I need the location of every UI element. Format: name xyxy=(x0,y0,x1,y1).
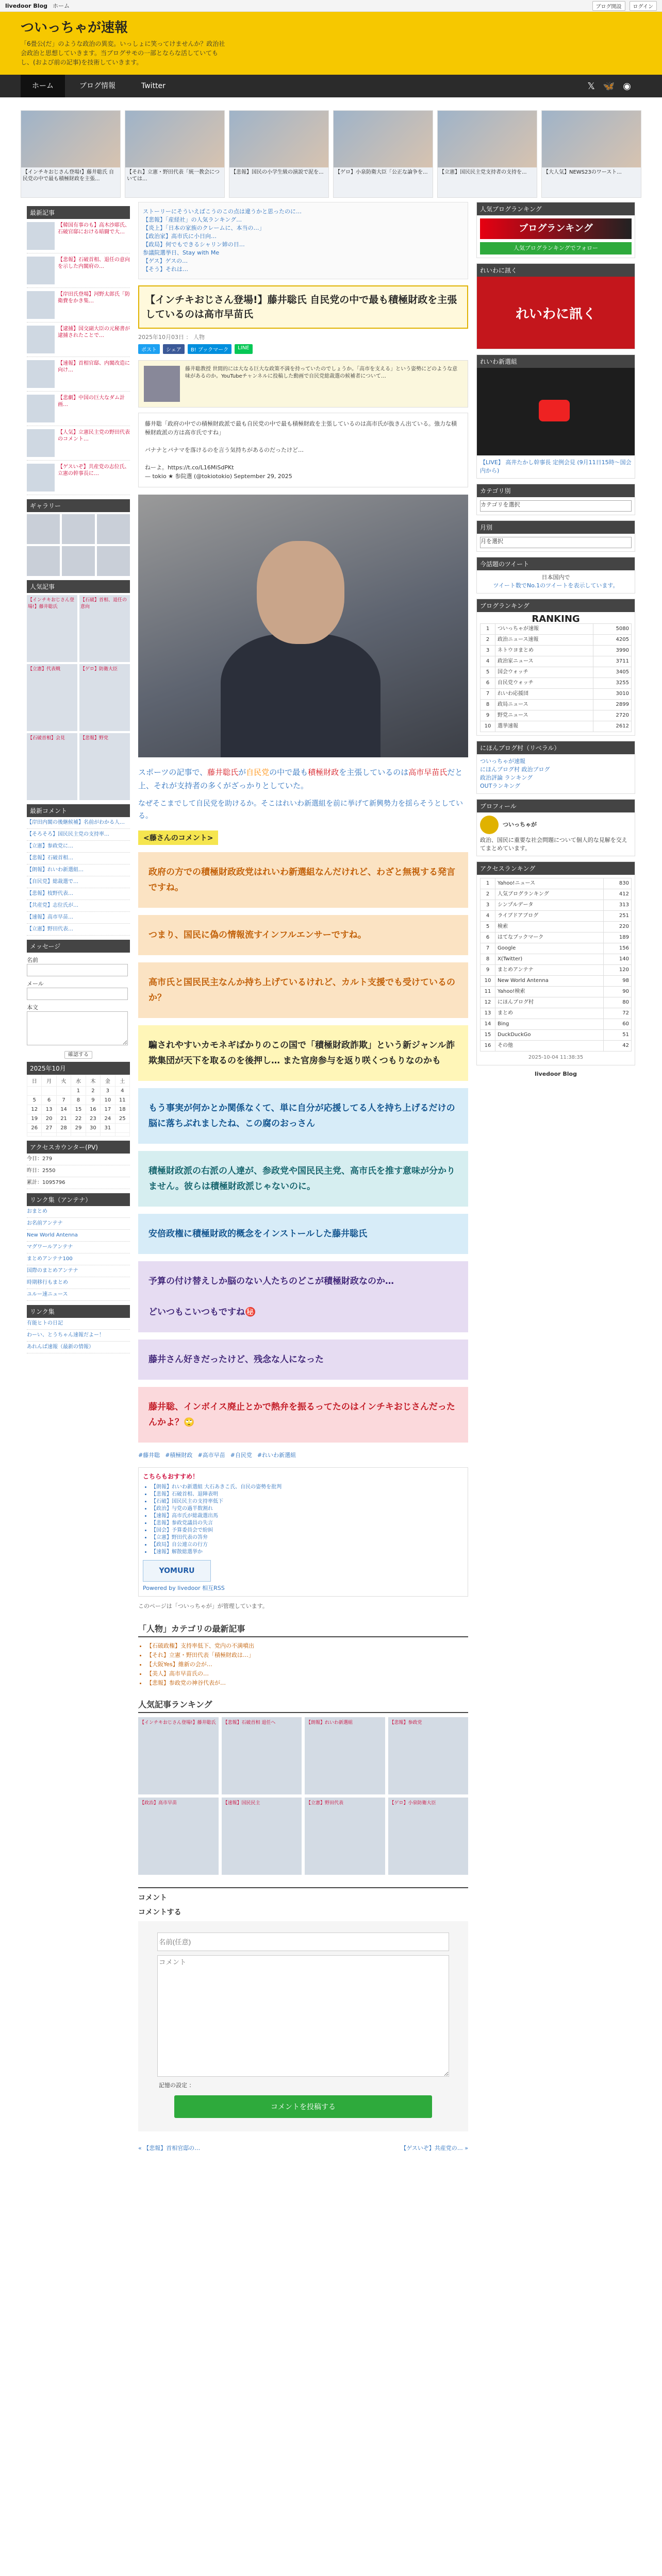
category-heading: カテゴリ別 xyxy=(477,484,635,497)
table-row[interactable]: 10 New World Antenna 98 xyxy=(481,976,632,987)
table-row[interactable]: 9 野党ニュース 2720 xyxy=(481,710,632,721)
rss-item[interactable]: 【政治家】高市氏に小日向… xyxy=(143,233,217,240)
access-ranking-widget xyxy=(476,861,635,1065)
video-player[interactable] xyxy=(477,368,635,455)
featured-thumb[interactable]: 【大人気】NEWS23のワースト... xyxy=(541,110,641,198)
comments-section xyxy=(138,1887,468,2131)
comment-card: 藤井さん好きだったけど、残念な人になった xyxy=(138,1340,468,1380)
comment-card: つまり、国民に偽の情報流すインフルエンサーですね。 xyxy=(138,915,468,955)
popular-item[interactable]: 【石破】首相、退任の意向 xyxy=(79,595,130,662)
calendar-day[interactable]: 3 xyxy=(101,1087,115,1096)
related-heading: こちらもおすすめ！ xyxy=(143,1473,199,1480)
gallery-image[interactable] xyxy=(97,514,130,544)
gallery-image[interactable] xyxy=(97,546,130,576)
featured-thumb[interactable]: 【悲報】国民の小学生級の演説で泥を... xyxy=(229,110,329,198)
right-sidebar xyxy=(476,202,635,1077)
category-widget xyxy=(476,484,635,515)
news-card-text: 藤井聡教授 世間的には大なる巨大な政策不満を持っていたのでしょうか。「高市を支える」という姿勢にどのような意味があるのか。YouTubeチャンネルに投稿した動画で自民党総裁選の候補者について… xyxy=(185,366,458,379)
blogmura-widget xyxy=(476,741,635,794)
recent-article[interactable]: 【悲報】石破首相、退任の意向を示した内閣府の… xyxy=(27,253,130,288)
site-description: 「6畳公(だ」のような政治の異変。いっしょに笑ってけませんか？政治社会政治と思想していきます。当ブログサモの一部とならな活していてもし、(および前の記事)を技術していきます。 xyxy=(21,40,225,66)
category-select[interactable]: カテゴリを選択 xyxy=(480,500,632,512)
antenna-link[interactable]: ユルー速ニュース xyxy=(27,1289,130,1301)
calendar-day[interactable] xyxy=(56,1087,71,1096)
recent-article[interactable]: 【逮捕】国交副大臣の元秘書が逮捕されたことで… xyxy=(27,323,130,357)
mail-field[interactable] xyxy=(27,988,128,1000)
related-link[interactable]: • 【国会】予算委員会で紛糾 xyxy=(151,1527,464,1534)
nav-twitter[interactable]: Twitter xyxy=(141,82,166,90)
site-title[interactable]: ついっちゃが速報 xyxy=(21,20,128,36)
tag-link[interactable]: #藤井聡 xyxy=(138,1452,160,1459)
related-link[interactable]: • 【立憲】野田代表の答弁 xyxy=(151,1534,464,1541)
profile-widget xyxy=(476,799,635,856)
related-link[interactable]: • 【朗報】れいわ新選組 大石あきこ氏、自民の姿勢を批判 xyxy=(151,1484,464,1491)
latest-comment[interactable]: 【そろそろ】国民民主党の支持率… xyxy=(27,829,130,841)
weekday-label: 月 xyxy=(42,1075,56,1087)
calendar-day[interactable]: 1 xyxy=(71,1087,86,1096)
calendar-day[interactable]: 23 xyxy=(86,1114,100,1124)
calendar-day[interactable]: 26 xyxy=(27,1124,42,1133)
tag-list xyxy=(138,1451,468,1459)
weekday-label: 火 xyxy=(56,1075,71,1087)
tag-link[interactable]: #積極財政 xyxy=(165,1452,193,1459)
popular-ranking-item[interactable]: 【政治】高市早苗 xyxy=(138,1798,219,1875)
popular-ranking-item[interactable]: 【立憲】野田代表 xyxy=(305,1798,385,1875)
article-photo xyxy=(138,495,468,757)
comment-form-heading: コメントする xyxy=(138,1908,181,1917)
category-article-link[interactable]: • 【石破政権】支持率低下、党内の不満噴出 xyxy=(146,1641,468,1651)
comment-card: 騙されやすいカモネギばかりのこの国で「積極財政詐欺」という新ジャンル詐欺集団が天下を取るのを後押し… また官房参与を返り咲くつもりなのかも xyxy=(138,1025,468,1081)
popular-item[interactable]: 【ゲロ】防衛大臣 xyxy=(79,664,130,731)
calendar-day[interactable]: 5 xyxy=(27,1096,42,1105)
calendar-day[interactable]: 8 xyxy=(71,1096,86,1105)
comment-card: もう事実が何かとか関係なくて、単に自分が応援してる人を持ち上げるだけの脳に落ちぶれましたね、この腐のおっさん xyxy=(138,1088,468,1144)
calendar-day[interactable]: 10 xyxy=(101,1096,115,1105)
remember-setting[interactable]: 記憶の設定 ： xyxy=(159,2082,195,2089)
rss-icon[interactable]: ◉ xyxy=(623,80,631,92)
video-widget xyxy=(476,354,635,479)
table-row[interactable]: 7 Google 156 xyxy=(481,943,632,954)
livedoor-home-link[interactable]: ホーム xyxy=(53,3,70,9)
article-lead: スポーツの記事で、藤井聡氏が自民党の中で最も積極財政を主張しているのは高市早苗氏だと上、それが支持者の多くがざっかりとしていた。 xyxy=(138,768,463,790)
weekday-label: 木 xyxy=(86,1075,100,1087)
trending-line: 日本国内で xyxy=(541,574,570,581)
gallery-image[interactable] xyxy=(62,514,95,544)
latest-comments-heading: 最新コメント xyxy=(27,804,130,817)
avatar xyxy=(480,816,499,834)
tag-link[interactable]: #高市早苗 xyxy=(197,1452,225,1459)
submit-comment-button[interactable]: コメントを投稿する xyxy=(174,2095,432,2118)
recent-article[interactable]: 【韓国有事のも】高木沙耶氏、石破官邸における暗闘で大… xyxy=(27,219,130,253)
table-row[interactable]: 6 はてなブックマーク 189 xyxy=(481,933,632,943)
article-lead-2: なぜそこまでして自民党を助けるか。そこはれいわ新選組を前に挙げて新興勢力を揺らそうとしている。 xyxy=(138,800,463,820)
antenna-link[interactable]: 時期移行もまとめ xyxy=(27,1277,130,1289)
popular-ranking-item[interactable]: 【ゲロ】小泉防衛大臣 xyxy=(388,1798,469,1875)
bluesky-icon[interactable]: 🦋 xyxy=(603,80,615,92)
popular-item[interactable]: 【インチキおじさん登場!】藤井聡氏 xyxy=(27,595,77,662)
access-timestamp: 2025-10-04 11:38:35 xyxy=(528,1055,584,1060)
antenna-link[interactable]: お名前アンテナ xyxy=(27,1218,130,1230)
access-today: 今日：279 xyxy=(27,1154,130,1165)
share-line-button[interactable]: LINE xyxy=(235,344,252,354)
calendar-day[interactable] xyxy=(56,1133,71,1137)
calendar-day[interactable]: 25 xyxy=(115,1114,129,1124)
global-nav xyxy=(0,75,662,97)
trending-heading: 今話題のツイート xyxy=(477,557,635,570)
table-row[interactable]: 15 DuckDuckGo 51 xyxy=(481,1030,632,1041)
blogmura-heading: にほんブログ村（リベラル） xyxy=(477,741,635,754)
blog-ranking-heading: ブログランキング xyxy=(477,599,635,612)
access-total: 累計：1095796 xyxy=(27,1177,130,1189)
gallery-heading: ギャラリー xyxy=(27,499,130,512)
rss-item[interactable]: 参議院選挙日、Stay with Me xyxy=(143,249,220,256)
table-row[interactable]: 4 政治家ニュース 3711 xyxy=(481,656,632,667)
name-field[interactable] xyxy=(27,964,128,976)
blog-ranking-table xyxy=(480,623,632,732)
calendar-day[interactable]: 9 xyxy=(86,1096,100,1105)
ranking-banner[interactable]: ブログランキング xyxy=(480,218,632,239)
calendar-day[interactable] xyxy=(42,1087,56,1096)
table-row[interactable]: 8 X(Twitter) 140 xyxy=(481,954,632,965)
comment-card: 安倍政権に積極財政的概念をインストールした藤井聡氏 xyxy=(138,1214,468,1254)
category-latest xyxy=(138,1622,468,1688)
table-row[interactable]: 11 Yahoo!検索 90 xyxy=(481,987,632,997)
calendar-day[interactable] xyxy=(42,1133,56,1137)
access-ranking-table xyxy=(480,878,632,1052)
recent-article[interactable]: 【人気】立憲民主党の野田代表のコメント… xyxy=(27,426,130,461)
article-title: 【インチキおじさん登場!】藤井聡氏 自民党の中で最も積極財政を主張しているのは高市早苗氏 xyxy=(138,285,468,329)
calendar-day[interactable] xyxy=(115,1133,129,1137)
table-row[interactable]: 2 人気ブログランキング 412 xyxy=(481,889,632,900)
play-icon[interactable] xyxy=(539,400,570,421)
table-row[interactable]: 16 その他 42 xyxy=(481,1041,632,1052)
next-article-link[interactable]: 【ゲスいぞ】共産党の… » xyxy=(401,2145,468,2151)
table-row[interactable]: 1 ついっちゃが速報 5080 xyxy=(481,624,632,635)
follow-button[interactable]: 人気ブログランキングでフォロー xyxy=(480,242,632,255)
access-yesterday: 昨日：2550 xyxy=(27,1165,130,1177)
table-row[interactable]: 2 政治ニュース速報 4205 xyxy=(481,635,632,646)
blogmura-link[interactable]: にほんブログ村 政治ブログ xyxy=(480,766,550,773)
calendar-day[interactable]: 20 xyxy=(42,1114,56,1124)
nav-blog-info[interactable]: ブログ情報 xyxy=(79,82,115,90)
calendar-heading: 2025年10月 xyxy=(27,1062,130,1075)
left-sidebar xyxy=(27,202,130,1353)
table-row[interactable]: 1 Yahoo!ニュース 830 xyxy=(481,878,632,889)
antenna-link[interactable]: おまとめ xyxy=(27,1206,130,1218)
reiwa-banner[interactable]: れいわに訊く xyxy=(477,277,635,349)
popular-grid xyxy=(27,595,130,800)
recent-articles-heading: 最新記事 xyxy=(27,206,130,219)
calendar-day[interactable] xyxy=(86,1133,100,1137)
embedded-news-card[interactable] xyxy=(138,360,468,408)
related-articles xyxy=(138,1467,468,1597)
blog-owner-note: このページは「ついっちゃが」が管理しています。 xyxy=(138,1603,268,1609)
popular-ranking-heading: 人気記事ランキング xyxy=(138,1698,468,1713)
calendar-day[interactable] xyxy=(27,1133,42,1137)
share-x-button[interactable]: ポスト xyxy=(138,344,160,354)
category-article-link[interactable]: • 【大阪Yes】維新の会が… xyxy=(146,1660,468,1669)
archive-select[interactable]: 月を選択 xyxy=(480,537,632,548)
x-icon[interactable]: 𝕏 xyxy=(587,80,595,92)
rss-item[interactable]: ストーリーにそういえばこうのこの点は違うかと思ったのに… xyxy=(143,208,302,215)
popular-ranking-item[interactable]: 【悲報】参政党 xyxy=(388,1717,469,1794)
main-content xyxy=(138,202,468,2152)
message-form xyxy=(27,956,130,1058)
comment-card: 政府の方での積極財政政党はれいわ新選組なんだけれど、わざと無視する発言ですね。 xyxy=(138,852,468,908)
table-row[interactable]: 3 シンプルデータ 313 xyxy=(481,900,632,911)
table-row[interactable]: 7 れいわ応援団 3010 xyxy=(481,689,632,700)
latest-comment[interactable]: 【速報】高市早苗… xyxy=(27,912,130,924)
rss-item[interactable]: 【炎上】「日本の家族のクレームに、本当の…」 xyxy=(143,225,265,231)
related-link[interactable]: • 【政治】与党の過半数割れ xyxy=(151,1505,464,1513)
recent-article[interactable]: 【岸田氏登場】河野太郎氏「防衛費をかき集… xyxy=(27,288,130,323)
calendar xyxy=(27,1075,130,1137)
comment-body-field[interactable] xyxy=(157,1955,449,2077)
news-thumbnail xyxy=(144,366,180,402)
calendar-day[interactable]: 24 xyxy=(101,1114,115,1124)
comments-heading: <藤さんのコメント> xyxy=(138,831,218,845)
related-link[interactable]: • 【政局】自公連立の行方 xyxy=(151,1541,464,1549)
featured-thumb[interactable]: 【ゲロ】小泉防衛大臣「公正な論争を... xyxy=(333,110,433,198)
related-link[interactable]: • 【悲報】石破首相、退陣表明 xyxy=(151,1491,464,1498)
featured-thumb[interactable]: 【インチキおじさん登場!】藤井聡氏 自民党の中で最も積極財政を主張... xyxy=(21,110,121,198)
latest-comment[interactable]: 【立憲】野田代表… xyxy=(27,924,130,936)
rss-feed-box xyxy=(138,202,468,279)
latest-comment[interactable]: 【立憲】参政党に… xyxy=(27,841,130,853)
latest-comment[interactable]: 【悲報】枝野代表… xyxy=(27,888,130,900)
table-row[interactable]: 13 まとめ 72 xyxy=(481,1008,632,1019)
table-row[interactable]: 6 自民党ウォッチ 3255 xyxy=(481,678,632,689)
create-blog-button[interactable]: ブログ開設 xyxy=(592,1,625,11)
table-row[interactable]: 8 政局ニュース 2899 xyxy=(481,700,632,710)
table-row[interactable]: 3 ネトウヨまとめ 3990 xyxy=(481,646,632,656)
weekday-label: 水 xyxy=(71,1075,86,1087)
latest-comment[interactable]: 【岸田内閣の後継候補】名前がわかる人… xyxy=(27,817,130,829)
livedoor-topbar xyxy=(0,0,662,12)
table-row[interactable]: 10 選挙速報 2612 xyxy=(481,721,632,732)
calendar-day[interactable]: 16 xyxy=(86,1105,100,1114)
popular-item[interactable]: 【石破首相】会見 xyxy=(27,733,77,800)
popular-ranking-item[interactable]: 【速報】国民民主 xyxy=(222,1798,302,1875)
calendar-day[interactable]: 27 xyxy=(42,1124,56,1133)
blogmura-link[interactable]: OUTランキング xyxy=(480,783,521,789)
confirm-button[interactable]: 確認する xyxy=(64,1051,92,1059)
comment-card: 藤井聡、インボイス廃止とかで熱弁を振るってたのはインチキおじさんだったんかよ？🙄 xyxy=(138,1387,468,1443)
popular-item[interactable]: 【悲報】野党 xyxy=(79,733,130,800)
table-row[interactable]: 5 検索 220 xyxy=(481,922,632,933)
trending-widget xyxy=(476,557,635,594)
popular-ranking xyxy=(138,1698,468,1875)
popular-ranking-item[interactable]: 【朗報】れいわ新選組 xyxy=(305,1717,385,1794)
ranking-widget xyxy=(476,202,635,258)
comment-form xyxy=(138,1921,468,2131)
weekday-label: 金 xyxy=(101,1075,115,1087)
calendar-day[interactable]: 28 xyxy=(56,1124,71,1133)
category-latest-heading: 「人物」カテゴリの最新記事 xyxy=(138,1622,468,1637)
archive-heading: 月別 xyxy=(477,521,635,534)
antenna-links-heading: リンク集（アンテナ） xyxy=(27,1193,130,1206)
antenna-link[interactable]: マグワールアンテナ xyxy=(27,1242,130,1253)
gallery-image[interactable] xyxy=(27,514,60,544)
antenna-link[interactable]: 国際のまとめアンテナ xyxy=(27,1265,130,1277)
link-item[interactable]: 有能ヒトの日記 xyxy=(27,1318,130,1330)
popular-ranking-item[interactable]: 【悲報】石破首相 退任へ xyxy=(222,1717,302,1794)
embedded-post: 藤井聡「政府の中での積極財政派で最も自民党の中で最も積極財政を主張しているのは高市氏が抜きん出ている。強力な積極財政派の方は高市氏ですね」 バナナとパナマを落けるのを言う気持ちがあるのだったけど… ねーよ。https://t.co/L16MiSdPKt — tokio ★ 参院選 (@tokiotokio) September 29, 2025 xyxy=(138,413,468,487)
calendar-day[interactable]: 13 xyxy=(42,1105,56,1114)
latest-comment[interactable]: 【朗報】れいわ新選組… xyxy=(27,865,130,876)
featured-thumb[interactable]: 【それ】立憲・野田代表「統一教会については... xyxy=(125,110,225,198)
profile-name[interactable]: ついっちゃが xyxy=(503,821,537,828)
body-field[interactable] xyxy=(27,1011,128,1045)
ranking-logo[interactable]: RANKING xyxy=(532,614,580,624)
calendar-day[interactable]: 12 xyxy=(27,1105,42,1114)
links-heading: リンク集 xyxy=(27,1305,130,1318)
mail-label: メール xyxy=(27,980,44,987)
reiwa-banner-heading: れいわに訊く xyxy=(477,264,635,277)
article-meta: 2025年10月03日 ： 人物 xyxy=(138,334,205,341)
recent-article[interactable]: 【ゲスいぞ】共産党の志位氏、立憲の幹事長に… xyxy=(27,461,130,495)
category-article-link[interactable]: • 【それ】立憲・野田代表「積極財政は…」 xyxy=(146,1651,468,1660)
related-link[interactable]: • 【速報】解散総選挙か xyxy=(151,1549,464,1556)
body-label: 本文 xyxy=(27,1004,38,1011)
related-link[interactable]: • 【速報】高市氏が総裁選出馬 xyxy=(151,1513,464,1520)
livedoor-blog-footer-logo[interactable]: livedoor Blog xyxy=(534,1071,577,1077)
rss-item[interactable]: 【ゲス】ゲスの… xyxy=(143,258,188,264)
weekday-label: 日 xyxy=(27,1075,42,1087)
share-buttons xyxy=(138,344,468,354)
table-row[interactable]: 4 ライブドアブログ 251 xyxy=(481,911,632,922)
calendar-day[interactable]: 7 xyxy=(56,1096,71,1105)
comment-card: 予算の付け替えしか脳のない人たちのどこが積極財政なのか… どいつもこいつもですね㊙️ xyxy=(138,1261,468,1332)
comment-card: 積極財政派の右派の人達が、参政党や国民民主党、高市氏を推す意味が分かりません。彼らは積極財政派じゃないのに。 xyxy=(138,1151,468,1207)
gallery xyxy=(27,514,130,576)
reiwa-banner-widget xyxy=(476,263,635,349)
calendar-day[interactable]: 30 xyxy=(86,1124,100,1133)
video-heading: れいわ新選組 xyxy=(477,355,635,368)
hatena-bookmark-button[interactable]: B! ブックマーク xyxy=(188,344,231,354)
trending-line[interactable]: ツイート数でNo.1のツイートを表示しています。 xyxy=(493,582,619,589)
rss-item[interactable]: 【そう】それは… xyxy=(143,266,188,273)
blog-ranking-widget xyxy=(476,599,635,736)
calendar-day[interactable] xyxy=(71,1133,86,1137)
ranking-widget-heading: 人気ブログランキング xyxy=(477,202,635,215)
popular-item[interactable]: 【立憲】代表戦 xyxy=(27,664,77,731)
rss-item[interactable]: 【悲報】「産経社」の人気ランキング… xyxy=(143,216,242,223)
calendar-day[interactable]: 18 xyxy=(115,1105,129,1114)
blogmura-link[interactable]: 政治評論 ランキング xyxy=(480,774,533,781)
related-link[interactable]: • 【石破】国民民主の支持率低下 xyxy=(151,1498,464,1505)
comment-name-field[interactable] xyxy=(157,1933,449,1951)
site-header xyxy=(0,12,662,75)
message-heading: メッセージ xyxy=(27,940,130,953)
calendar-day[interactable]: 22 xyxy=(71,1114,86,1124)
weekday-label: 土 xyxy=(115,1075,129,1087)
calendar-day[interactable] xyxy=(27,1087,42,1096)
latest-comment[interactable]: 【悲報】石破首相… xyxy=(27,853,130,865)
share-facebook-button[interactable]: シェア xyxy=(163,344,185,354)
rss-powered-link[interactable]: Powered by livedoor 相互RSS xyxy=(143,1585,225,1591)
yomuru-logo[interactable]: YOMURU xyxy=(143,1560,211,1582)
featured-thumbs xyxy=(21,110,641,198)
pager xyxy=(138,2144,468,2152)
login-button[interactable]: ログイン xyxy=(630,1,657,11)
featured-thumb[interactable]: 【立憲】国民民主党支持者の支持を... xyxy=(437,110,537,198)
prev-article-link[interactable]: « 【悲報】首相官邸の… xyxy=(138,2145,201,2151)
calendar-day[interactable]: 6 xyxy=(42,1096,56,1105)
profile-heading: プロフィール xyxy=(477,800,635,812)
calendar-day[interactable] xyxy=(115,1124,129,1133)
calendar-day[interactable] xyxy=(101,1133,115,1137)
category-article-link[interactable]: • 【悲報】参政党の神谷代表が… xyxy=(146,1679,468,1688)
calendar-day[interactable]: 11 xyxy=(115,1096,129,1105)
rss-item[interactable]: 【政局】何でもできるシャリン姉の日… xyxy=(143,241,245,248)
access-ranking-heading: アクセスランキング xyxy=(477,862,635,875)
gallery-image[interactable] xyxy=(62,546,95,576)
blogmura-link[interactable]: ついっちゃが速報 xyxy=(480,758,525,765)
recent-article[interactable]: 【速報】首相官邸、内閣改造に向け… xyxy=(27,357,130,392)
table-row[interactable]: 5 国会ウォッチ 3405 xyxy=(481,667,632,678)
table-row[interactable]: 9 まとめアンテナ 120 xyxy=(481,965,632,976)
antenna-link[interactable]: New World Antenna xyxy=(27,1230,130,1242)
popular-ranking-item[interactable]: 【インチキおじさん登場!】藤井聡氏 xyxy=(138,1717,219,1794)
video-caption[interactable]: 【LIVE】 高井たかし幹事長 定例会見 (9月11日15時〜国会内から) xyxy=(480,459,632,474)
tag-link[interactable]: #自民党 xyxy=(230,1452,252,1459)
recent-article[interactable]: 【悲劇】中国の巨大なダム計画… xyxy=(27,392,130,426)
access-counter-heading: アクセスカウンター(PV) xyxy=(27,1141,130,1154)
table-row[interactable]: 14 Bing 60 xyxy=(481,1019,632,1030)
calendar-day[interactable]: 4 xyxy=(115,1087,129,1096)
comments-section-heading: コメント xyxy=(138,1894,167,1902)
calendar-day[interactable]: 21 xyxy=(56,1114,71,1124)
table-row[interactable]: 12 にほんブログ村 80 xyxy=(481,997,632,1008)
antenna-link[interactable]: まとめアンテナ100 xyxy=(27,1253,130,1265)
calendar-day[interactable]: 17 xyxy=(101,1105,115,1114)
category-article-link[interactable]: • 【美人】高市早苗氏の… xyxy=(146,1669,468,1679)
profile-text: 政治、国民に重要な社会問題について個人的な見解を交えてまとめています。 xyxy=(480,837,627,852)
calendar-day[interactable]: 14 xyxy=(56,1105,71,1114)
calendar-day[interactable]: 19 xyxy=(27,1114,42,1124)
nav-home[interactable]: ホーム xyxy=(21,75,65,97)
calendar-day[interactable]: 29 xyxy=(71,1124,86,1133)
name-label: 名前 xyxy=(27,957,38,963)
calendar-day[interactable]: 31 xyxy=(101,1124,115,1133)
latest-comment[interactable]: 【共産党】志位氏が… xyxy=(27,900,130,912)
link-item[interactable]: あれんぱ速報（最新の情報） xyxy=(27,1342,130,1353)
calendar-day[interactable]: 15 xyxy=(71,1105,86,1114)
tag-link[interactable]: #れいわ新選組 xyxy=(257,1452,296,1459)
calendar-day[interactable]: 2 xyxy=(86,1087,100,1096)
comment-card: 高市氏と国民民主なんか持ち上げているけれど、カルト支援でも受けているのか？ xyxy=(138,962,468,1018)
archive-widget xyxy=(476,520,635,552)
livedoor-logo[interactable]: livedoor Blog xyxy=(5,2,48,9)
latest-comment[interactable]: 【自民党】総裁選で… xyxy=(27,876,130,888)
link-item[interactable]: わーい、とうちゃん速報だよー！ xyxy=(27,1330,130,1342)
gallery-image[interactable] xyxy=(27,546,60,576)
related-link[interactable]: • 【悲報】参政党議員の失言 xyxy=(151,1520,464,1527)
popular-heading: 人気記事 xyxy=(27,580,130,593)
